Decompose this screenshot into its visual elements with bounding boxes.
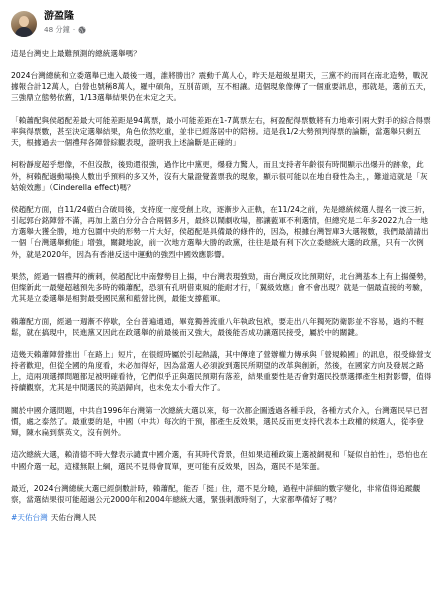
globe-icon (78, 26, 86, 34)
post-paragraph: 關於中國介選問題，中共自1996年台灣第一次總統大選以來，每一次都企圖透過各種手段，各種方式介入，台灣選民早已習慣，處之泰然了。最重要的是，中國（中共）每次的干預，都產生反效果，選民反而更支持代表本土政權的候選人，從李登輝，陳水扁到蔡英文，沒有例外。 (11, 405, 428, 438)
post-hashtags (11, 512, 432, 523)
post-body (11, 48, 432, 505)
author-name[interactable]: 游盈隆 (44, 11, 74, 22)
post-paragraph: 柯粉靜度超乎想像，不但沒散，後勁還很強，過作比中黨更，爆發力驚人，而且支持者年齡很有時間顯示出爆升的跡象，此外，柯賴配過動場換人數出乎預料的多又外，沒有大量證覺蓋票我的現象，顯示很可能以在地自發性為主，，難道這就是「灰姑娘效應」（Cinderella effect)嗎？ (11, 160, 428, 192)
post-header (11, 10, 432, 48)
post-paragraph: 「賴蕭配與侯趙配差最大可能差距是94萬票，最小可能差距在1-7萬票左右，柯盈配得票數將有力地牽引兩大對手的綜合得票率與得票數，甚至決定選舉結果，角色依然吃重，並非已經落居中的陪榜。這是我1/2大勢預判得票的論斷，當選舉只剩五天，根據過去一個禮拜各陣營綜觀表現，證明我上述論斷是正確的」 (11, 115, 431, 148)
post-headline: 這是台灣史上最難預測的總統選舉嗎？ (11, 49, 141, 58)
separator-dot: · (72, 25, 76, 35)
post-paragraph: 賴蕭配方面，經過一週漸不停歇，全台普遍通通，畢竟獨善流重八年執政包袱，要走出八年獨死防衛影並不容易，過約不輕鬆，就在搞現中，民進黨又因此在政選舉的前最後而又強大，最後能否成功讓選民接受，屬於中的關鍵。 (11, 316, 424, 337)
post-paragraph: 這幾天賴蕭陣營推出「在路上」短片，在很經時屬於引起熱議，其中傳達了營辦權力傳承與「營規賴國」的訊息，很受綠營支持者歡迎，但從全國的角度看，未必加得好，因為當選人必須說到選民所期望的改革與創新，然後，在國家方向及發展之路上，這兩項選擇問題都足被明確看待，它們似乎正與選民預期有落差，結果重要性是否會對選民投票選擇產生相對影響，值得持續觀察，尤其是中間選民的英語歸向，也未免太小看大作了。 (11, 349, 432, 393)
hashtag-link[interactable]: #天佑台灣 (11, 513, 48, 523)
post-paragraph: 這次總統大選，賴清德不時大聲表示譴責中國介選，有其時代背景，但如果這種政策上選被網視和「疑似自拍性」，恐怕也在中國介選一起，這樣無限上綱，選民不見得會買單，更可能有反效果，因為，選民不是笨蛋。 (11, 450, 428, 471)
post-paragraph: 2024台灣總統和立委選舉已進入最後一週，誰將勝出？震動千萬人心，昨天是超級星期天，三黨不約而同在南北造勢，戰況據報合計12萬人，白營也號稱8萬人，羅中碩角，互別苗頭，互不相讓。這個現象像傳了一個重要訊息，那就是，選前五天，三強鼎立態勢依舊，1/13選舉結果仍在未定之天。 (11, 71, 431, 103)
author-avatar[interactable] (11, 11, 37, 37)
post-meta (44, 10, 86, 34)
post-timestamp[interactable]: 48 分鐘 (44, 25, 70, 35)
post-paragraph: 侯趙配方面，自11/24藍白合破局後，支持度一度受創上攻，逐漸步入正軌，在11/24之前，先是總統候選人提名一波三折，引起郭台銘陣營不滿，再加上蓋白分分合合兩個多月，最終以鬧劇收場，都讓藍軍不利選情，但總究是二年多2022九合一地方選舉大獲全勝，地方包圍中央的形勢一片大好，侯趙配是具備最的條件的，因為，根據台灣智庫3大選報數，我們最請請出一個「台灣選舉動能」增強，關鍵地說，前一次地方選舉大勝的政黨，往往是最有利下次立委總統大選的政黨，只有一次例外，就是2020年，因為有香港反送中運動的強烈中國效應影響。 (11, 204, 430, 259)
post-paragraph: 最近，2024台灣總統大選已經倒數計時，賴蕭配，能否「挺」住，還不見分曉，過程中詳細的數字變化，非常值得追蹤觀察，當選結果很可能超過公元2000年和2004年總統大選，緊張刺激時刻了，大家都準備好了嗎？ (11, 483, 421, 504)
post-paragraph: 果然，經過一個禮拜的衝刺，侯趙配比中南聲勢目上揚，中台灣表現強勁，南台灣反攻比預期好，北台灣基本上有上揚優勢，但燦新此一最變超越預先多時的賴蕭配，恐須有孔明借東風的能耐才行，「翼級效應」會不會出現？就是一個最直接的考驗，尤其是立委選舉是相對最受國民黨和藍營比例，最能支撐藍軍。 (11, 271, 432, 304)
hashtag-caption: 天佑台灣人民 (50, 513, 97, 523)
post-subline (44, 26, 86, 34)
